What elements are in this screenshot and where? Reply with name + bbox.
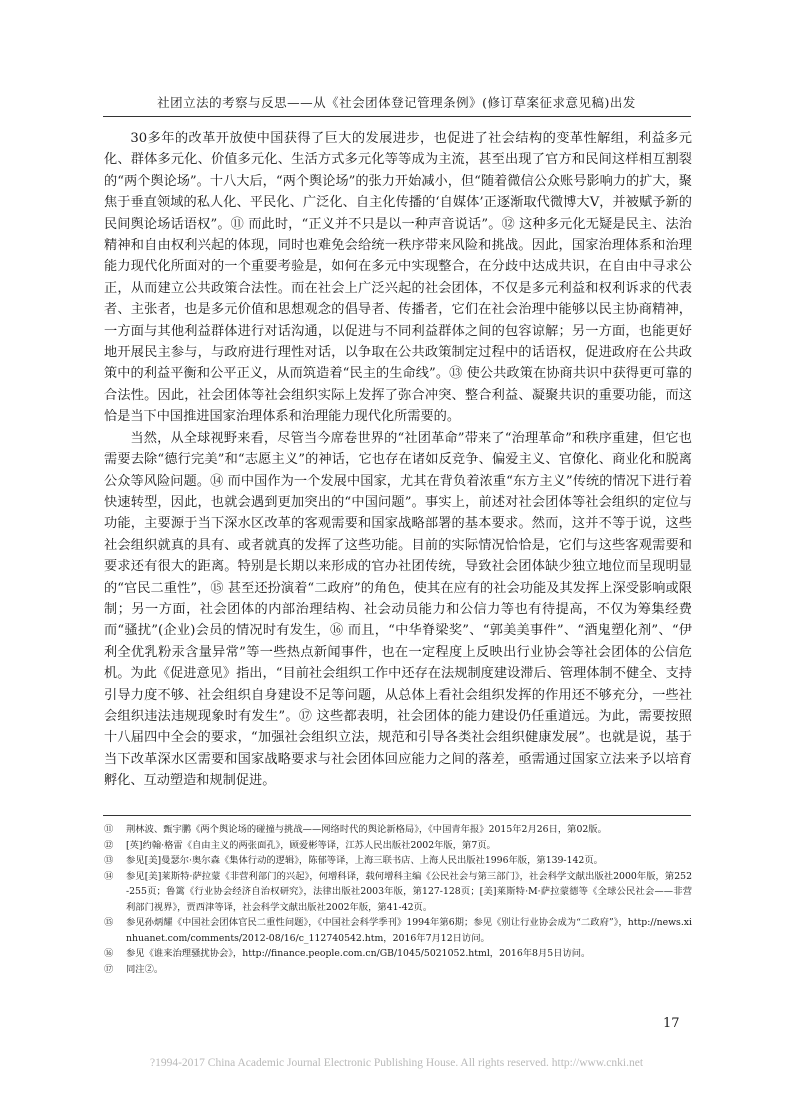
footnote [104, 946, 692, 962]
footnote-mark: ⑯ [104, 948, 114, 959]
footnote [104, 853, 692, 869]
paragraph: 30多年的改革开放使中国获得了巨大的发展进步，也促进了社会结构的变革性解组，利益多元化、群体多元化、价值多元化、生活方式多元化等等成为主流，甚至出现了官方和民间这样相互割裂的“两个舆论场”。十八大后，“两个舆论场”的张力开始减小，但“随着微信公众账号影响力的扩大，聚焦于垂直领域的私人化、平民化、广泛化、自主化传播的‘自媒体’正逐渐取代微博大V，并被赋予新的民间舆论场话语权”。⑪ 而此时，“正义并不只是以一种声音说话”。⑫ 这种多元化无疑是民主、法治精神和自由权利兴起的体现，同时也难免会给统一秩序带来风险和挑战。因此，国家治理体系和治理能力现代化所面对的一个重要考验是，如何在多元中实现整合，在分歧中达成共识，在自由中寻求公正，从而建立公共政策合法性。而在社会上广泛兴起的社会团体，不仅是多元利益和权利诉求的代表者、主张者，也是多元价值和思想观念的倡导者、传播者，它们在社会治理中能够以民主协商精神，一方面与其他利益群体进行对话沟通，以促进与不同利益群体之间的包容谅解；另一方面，也能更好地开展民主参与，与政府进行理性对话，以争取在公共政策制定过程中的话语权，促进政府在公共政策中的利益平衡和公平正义，从而筑造着“民主的生命线”。⑬ 使公共政策在协商共识中获得更可靠的合法性。因此，社会团体等社会组织实际上发挥了弥合冲突、整合利益、凝聚共识的重要功能，而这恰是当下中国推进国家治理体系和治理能力现代化所需要的。 [104, 131, 692, 425]
footnote-mark: ⑬ [104, 855, 114, 866]
footnote-rule [103, 815, 691, 816]
paragraph: 当然，从全球视野来看，尽管当今席卷世界的“社团革命”带来了“治理革命”和秩序重建，但它也需要去除“德行完美”和“志愿主义”的神话，它也存在诸如反竞争、偏爱主义、官僚化、商业化和脱离公众等风险问题。⑭ 而中国作为一个发展中国家，尤其在背负着浓重“东方主义”传统的情况下进行着快速转型，因此，也就会遇到更加突出的“中国问题”。事实上，前述对社会团体等社会组织的定位与功能，主要源于当下深水区改革的客观需要和国家战略部署的基本要求。然而，这并不等于说，这些社会组织就真的具有、或者就真的发挥了这些功能。目前的实际情况恰恰是，它们与这些客观需要和要求还有很大的距离。特别是长期以来形成的官办社团传统，导致社会团体缺少独立地位而呈现明显的“官民二重性”，⑮ 甚至还扮演着“二政府”的角色，使其在应有的社会功能及其发挥上深受影响或限制；另一方面，社会团体的内部治理结构、社会动员能力和公信力等也有待提高，不仅为筹集经费而“骚扰”(企业)会员的情况时有发生，⑯ 而且，“中华脊梁奖”、“郭美美事件”、“酒鬼塑化剂”、“伊利全优乳粉汞含量异常”等一些热点新闻事件，也在一定程度上反映出行业协会等社会团体的公信危机。为此《促进意见》指出，“目前社会组织工作中还存在法规制度建设滞后、管理体制不健全、支持引导力度不够、社会组织自身建设不足等问题，从总体上看社会组织发挥的作用还不够充分，一些社会组织违法违规现象时有发生”。⑰ 这些都表明，社会团体的能力建设仍任重道远。为此，需要按照十八届四中全会的要求，“加强社会组织立法，规范和引导各类社会组织健康发展”。也就是说，基于当下改革深水区需要和国家战略要求与社会团体回应能力之间的落差，亟需通过国家立法来予以培育孵化、互动塑造和规制促进。 [104, 430, 692, 789]
footnote-mark: ⑫ [104, 839, 114, 851]
footnote [104, 838, 692, 854]
page-number: 17 [663, 1016, 680, 1031]
footnote-text: [英]约翰·格雷《自由主义的两张面孔》，顾爱彬等译，江苏人民出版社2002年版，第7页。 [126, 839, 496, 851]
footnote-text: 参见孙炳耀《中国社会团体官民二重性问题》，《中国社会科学季刊》1994年第6期；参见《别让行业协会成为“二政府”》，http://news.xinhuanet.com/comments/2012-08/16/c_112740542.htm，2016年7月12日访问。 [126, 917, 692, 944]
footnote-mark: ⑪ [104, 824, 114, 835]
footnote [104, 869, 692, 916]
footnote-text: 同注②。 [126, 963, 164, 975]
footnotes [104, 822, 692, 977]
footnote-mark: ⑮ [104, 917, 114, 928]
copyright-watermark: ?1994-2017 China Academic Journal Electronic Publishing House. All rights reserved. http://www.cnki.net [149, 1057, 644, 1069]
header-rule [103, 116, 691, 117]
footnote [104, 822, 692, 838]
running-header: 社团立法的考察与反思——从《社会团体登记管理条例》(修订草案征求意见稿)出发 [157, 95, 636, 110]
footnote-text: 参见[美]莱斯特·萨拉蒙《非营利部门的兴起》，何增科译，载何增科主编《公民社会与第三部门》，社会科学文献出版社2000年版，第252-255页；鲁篱《行业协会经济自治权研究》，法律出版社2003年版，第127-128页；[美]莱斯特·M·萨拉蒙德等《全球公民社会——非营利部门视界》，贾西津等译，社会科学文献出版社2002年版，第41-42页。 [126, 870, 692, 913]
footnote-mark: ⑰ [104, 963, 114, 975]
footnote-text: 参见[美]曼瑟尔·奥尔森《集体行动的逻辑》，陈郁等译，上海三联书店、上海人民出版社1996年版，第139-142页。 [126, 855, 603, 866]
footnote-text: 荆林波、甄宇鹏《两个舆论场的碰撞与挑战——网络时代的舆论新格局》，《中国青年报》2015年2月26日，第02版。 [126, 824, 607, 835]
footnote-mark: ⑭ [104, 870, 114, 882]
footnote-text: 参见《谁来治理骚扰协会》，http://finance.people.com.cn/GB/1045/5021052.html，2016年8月5日访问。 [126, 948, 591, 959]
footnote [104, 962, 692, 978]
footnote [104, 915, 692, 946]
main-text [104, 128, 692, 792]
